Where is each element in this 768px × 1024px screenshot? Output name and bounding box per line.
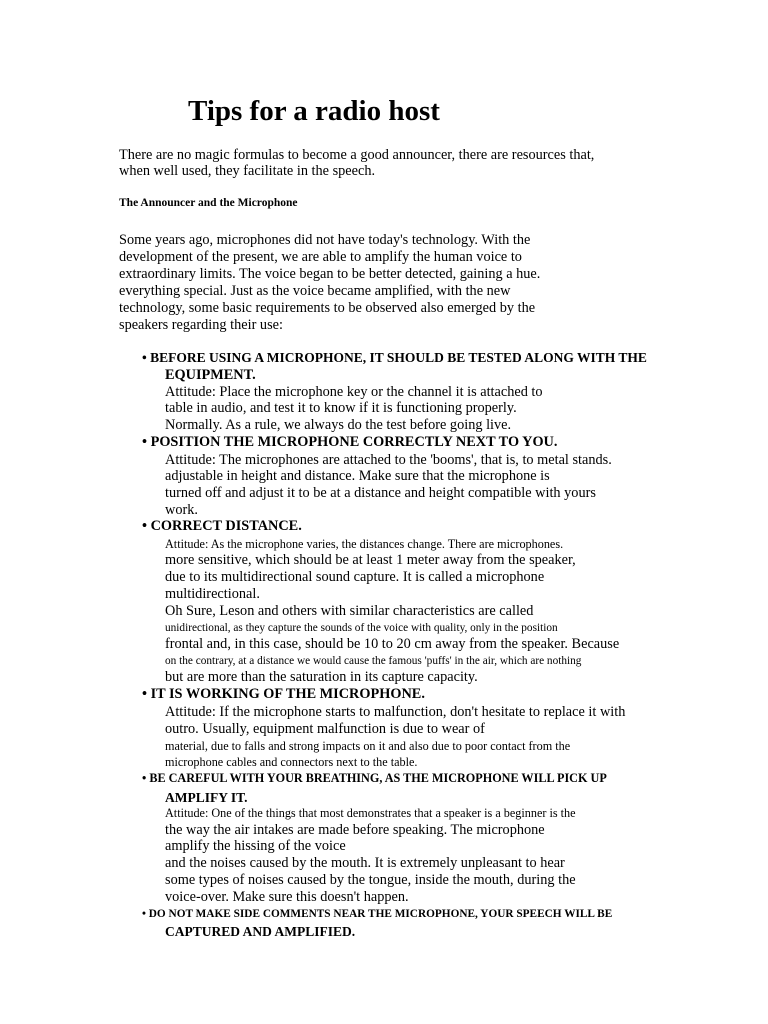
- tip-body-line: Normally. As a rule, we always do the test before going live.: [165, 417, 512, 433]
- tip-body-line: Oh Sure, Leson and others with similar characteristics are called: [165, 603, 534, 619]
- tip-heading: EQUIPMENT.: [165, 367, 256, 383]
- tip-body-line: frontal and, in this case, should be 10 to 20 cm away from the speaker. Because: [165, 636, 620, 652]
- section-heading: The Announcer and the Microphone: [119, 197, 298, 209]
- tip-body-line: outro. Usually, equipment malfunction is due to wear of: [165, 721, 485, 737]
- tip-body-line: Attitude: Place the microphone key or the channel it is attached to: [165, 384, 543, 400]
- tip-body-line: turned off and adjust it to be at a distance and height compatible with yours: [165, 485, 596, 501]
- tip-body-line: Attitude: As the microphone varies, the distances change. There are microphones.: [165, 537, 564, 551]
- tip-body-line: material, due to falls and strong impacts on it and also due to poor contact from the: [165, 739, 571, 753]
- page-title: Tips for a radio host: [188, 95, 440, 127]
- tip-heading: • BEFORE USING A MICROPHONE, IT SHOULD BE TESTED ALONG WITH THE: [142, 350, 647, 365]
- tip-body-line: unidirectional, as they capture the sounds of the voice with quality, only in the position: [165, 622, 558, 634]
- paragraph-line: technology, some basic requirements to be observed also emerged by the: [119, 300, 536, 316]
- tip-heading: CAPTURED AND AMPLIFIED.: [165, 924, 356, 939]
- tip-body-line: amplify the hissing of the voice: [165, 838, 346, 854]
- tip-body-line: Attitude: If the microphone starts to malfunction, don't hesitate to replace it with: [165, 704, 626, 720]
- paragraph-line: Some years ago, microphones did not have today's technology. With the: [119, 232, 531, 248]
- tip-heading: • CORRECT DISTANCE.: [142, 518, 302, 534]
- tip-body-line: table in audio, and test it to know if it is functioning properly.: [165, 400, 517, 416]
- tip-body-line: Attitude: One of the things that most demonstrates that a speaker is a beginner is the: [165, 806, 576, 820]
- tip-heading: • DO NOT MAKE SIDE COMMENTS NEAR THE MICROPHONE, YOUR SPEECH WILL BE: [142, 908, 613, 920]
- tip-body-line: multidirectional.: [165, 586, 260, 602]
- tip-body-line: due to its multidirectional sound capture. It is called a microphone: [165, 569, 545, 585]
- tip-heading: AMPLIFY IT.: [165, 790, 248, 805]
- tip-body-line: microphone cables and connectors next to the table.: [165, 755, 418, 769]
- tip-body-line: the way the air intakes are made before speaking. The microphone: [165, 822, 545, 838]
- paragraph-line: development of the present, we are able to amplify the human voice to: [119, 249, 522, 265]
- tip-body-line: Attitude: The microphones are attached to the 'booms', that is, to metal stands.: [165, 452, 612, 468]
- intro-line: There are no magic formulas to become a good announcer, there are resources that,: [119, 147, 595, 163]
- tip-body-line: some types of noises caused by the tongue, inside the mouth, during the: [165, 872, 576, 888]
- paragraph-line: everything special. Just as the voice became amplified, with the new: [119, 283, 511, 299]
- tip-heading: • IT IS WORKING OF THE MICROPHONE.: [142, 686, 425, 702]
- tip-body-line: adjustable in height and distance. Make sure that the microphone is: [165, 468, 550, 484]
- tip-body-line: work.: [165, 502, 198, 518]
- tip-heading: • POSITION THE MICROPHONE CORRECTLY NEXT TO YOU.: [142, 434, 558, 450]
- tip-body-line: more sensitive, which should be at least 1 meter away from the speaker,: [165, 552, 576, 568]
- tip-body-line: but are more than the saturation in its capture capacity.: [165, 669, 478, 685]
- tip-body-line: on the contrary, at a distance we would cause the famous 'puffs' in the air, which are nothing: [165, 655, 582, 667]
- paragraph-line: speakers regarding their use:: [119, 317, 283, 333]
- paragraph-line: extraordinary limits. The voice began to be better detected, gaining a hue.: [119, 266, 541, 282]
- intro-line: when well used, they facilitate in the speech.: [119, 163, 376, 179]
- tip-body-line: and the noises caused by the mouth. It is extremely unpleasant to hear: [165, 855, 565, 871]
- tip-heading: • BE CAREFUL WITH YOUR BREATHING, AS THE MICROPHONE WILL PICK UP: [142, 771, 607, 785]
- tip-body-line: voice-over. Make sure this doesn't happen.: [165, 889, 409, 905]
